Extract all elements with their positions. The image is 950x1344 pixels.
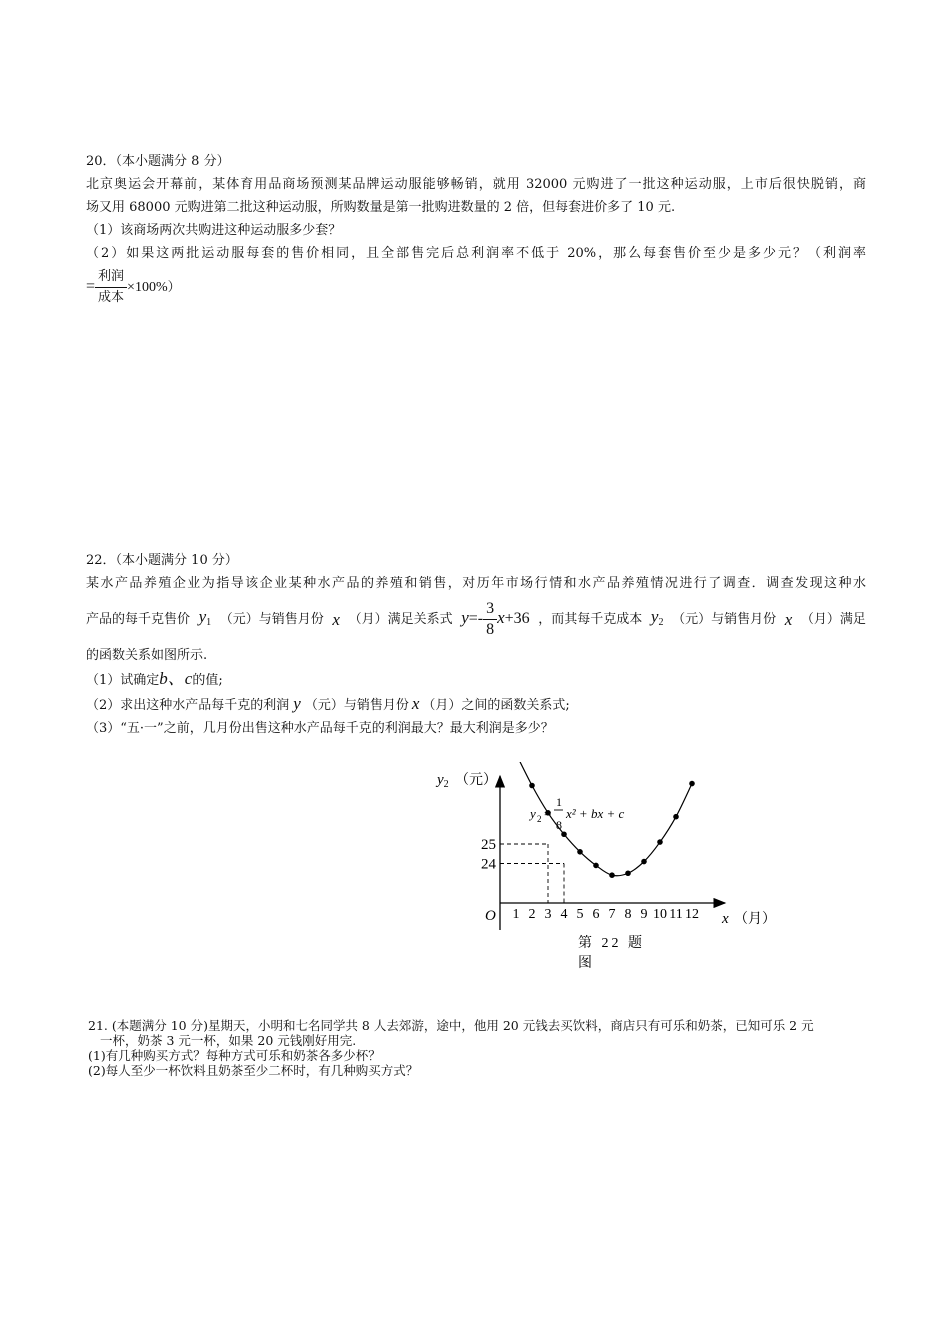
x-tick-label: 11 (669, 907, 683, 922)
var-x-3: x (411, 694, 420, 713)
q21-part-1: (1)有几种购买方式？每种方式可乐和奶茶各多少杯？ (88, 1048, 381, 1063)
data-point (641, 859, 647, 865)
x-axis-label: x (722, 911, 729, 927)
formula-close-paren: ） (167, 280, 181, 295)
formula-equals: = (86, 278, 96, 295)
data-point (577, 849, 583, 855)
q22-part-3: （3）“五·一”之前，几月份出售这种水产品每千克的利润最大？最大利润是多少？ (86, 721, 554, 736)
x-tick-label: 9 (640, 907, 648, 922)
q20-line-1: 北京奥运会开幕前，某体育用品商场预测某品牌运动服能够畅销，就用 32000 元购进了一批这种运动服，上市后很快脱销，商 (86, 177, 866, 192)
q22-graph (420, 762, 820, 972)
question-22 (86, 549, 866, 740)
svg-text:1: 1 (556, 795, 562, 809)
q22-line-2-text-c: （月）满足关系式 (348, 611, 453, 627)
q20-line-2: 场又用 68000 元购进第二批这种运动服，所购数量是第一批购进数量的 2 倍，但每套进价多了 10 元. (86, 200, 676, 215)
data-point (561, 831, 567, 837)
formula-times-100-percent: ×100% (127, 280, 168, 295)
data-point (593, 863, 599, 869)
y-tick-label: 24 (481, 856, 496, 873)
var-y2: $y_2$ (650, 606, 664, 628)
q21-line-1: 21. (本题满分 10 分)星期天，小明和七名同学共 8 人去郊游，途中，他用 20 元钱去买饮料，商店只有可乐和奶茶，已知可乐 2 元 (88, 1018, 814, 1033)
q22-line-2 (86, 599, 866, 640)
x-tick-label: 5 (576, 907, 584, 922)
q22-line-1: 某水产品养殖企业为指导该企业某种水产品的养殖和销售，对历年市场行情和水产品养殖情况进行了调查．调查发现这种水 (86, 576, 866, 591)
q21-part-2: (2)每人至少一杯饮料且奶茶至少二杯时，有几种购买方式？ (88, 1063, 419, 1078)
var-y1: $y_1$ (198, 606, 212, 628)
x-tick-label: 8 (624, 907, 632, 922)
graph-caption-line-2: 图 (578, 956, 592, 971)
q22-line-2-text-f: （月）满足 (800, 611, 866, 627)
profit-over-cost-fraction (95, 267, 127, 308)
var-x-2: x (784, 609, 793, 629)
data-point (609, 872, 615, 878)
q22-heading: 22．（本小题满分 10 分） (86, 553, 238, 568)
q22-part-2: （2）求出这种水产品每千克的利润 y （元）与销售月份 x （月）之间的函数关系式; (86, 694, 570, 713)
fraction-denominator: 成本 (98, 290, 125, 305)
q22-line-2-text-a: 产品的每千克售价 (86, 611, 191, 627)
q21-line-2: 一杯，奶茶 3 元一杯，如果 20 元钱刚好用完. (100, 1033, 357, 1048)
var-x: x (332, 609, 340, 629)
question-20 (86, 150, 866, 308)
svg-text:8: 8 (556, 818, 562, 832)
data-point (529, 783, 535, 789)
curve-equation-label (528, 795, 624, 832)
data-point (625, 870, 631, 876)
x-axis-unit: （月） (734, 912, 776, 927)
x-tick-label: 3 (544, 907, 552, 922)
data-point (673, 814, 679, 820)
fraction-numerator: 利润 (95, 267, 127, 288)
q20-part-1: （1）该商场两次共购进这种运动服多少套？ (86, 223, 342, 238)
x-tick-label: 2 (528, 907, 536, 922)
origin-label: O (485, 908, 496, 924)
price-equation: y=- $\frac{3}{8}$ x+36 (461, 600, 530, 638)
y-axis-unit: （元） (455, 773, 497, 788)
x-tick-label: 6 (592, 907, 600, 922)
y-tick-label: 25 (481, 837, 496, 853)
q22-line-2-text-d: ，而其每千克成本 (538, 611, 643, 627)
x-tick-label: 1 (512, 907, 520, 922)
data-point (689, 781, 695, 787)
svg-text:y: y (530, 806, 536, 821)
q20-formula (86, 267, 866, 308)
x-tick-label: 12 (685, 907, 699, 922)
x-tick-label: 7 (608, 907, 616, 922)
q22-line-3: 的函数关系如图所示. (86, 648, 208, 663)
q22-part-1: （1）试确定b、c的值; (86, 669, 223, 688)
q20-part-2: （2）如果这两批运动服每套的售价相同，且全部售完后总利润率不低于 20%，那么每套售价至少是多少元？（利润率 (86, 246, 866, 261)
svg-text:=: = (544, 806, 552, 821)
data-point (657, 839, 663, 845)
y-axis-label: $y_2$ (437, 772, 449, 790)
vars-b-c: b、c (159, 669, 193, 688)
x-tick-label: 10 (653, 907, 667, 922)
q22-line-2-text-b: （元）与销售月份 (219, 611, 324, 627)
graph-caption-line-1: 第 22 题 (578, 936, 645, 951)
x-tick-label: 4 (560, 907, 568, 922)
svg-text:2: 2 (537, 814, 542, 824)
svg-text:x² + bx + c: x² + bx + c (566, 806, 625, 821)
var-y: y (293, 694, 301, 713)
q22-line-2-text-e: （元）与销售月份 (672, 611, 777, 627)
q20-heading: 20．（本小题满分 8 分） (86, 154, 230, 169)
question-21 (88, 1018, 868, 1078)
